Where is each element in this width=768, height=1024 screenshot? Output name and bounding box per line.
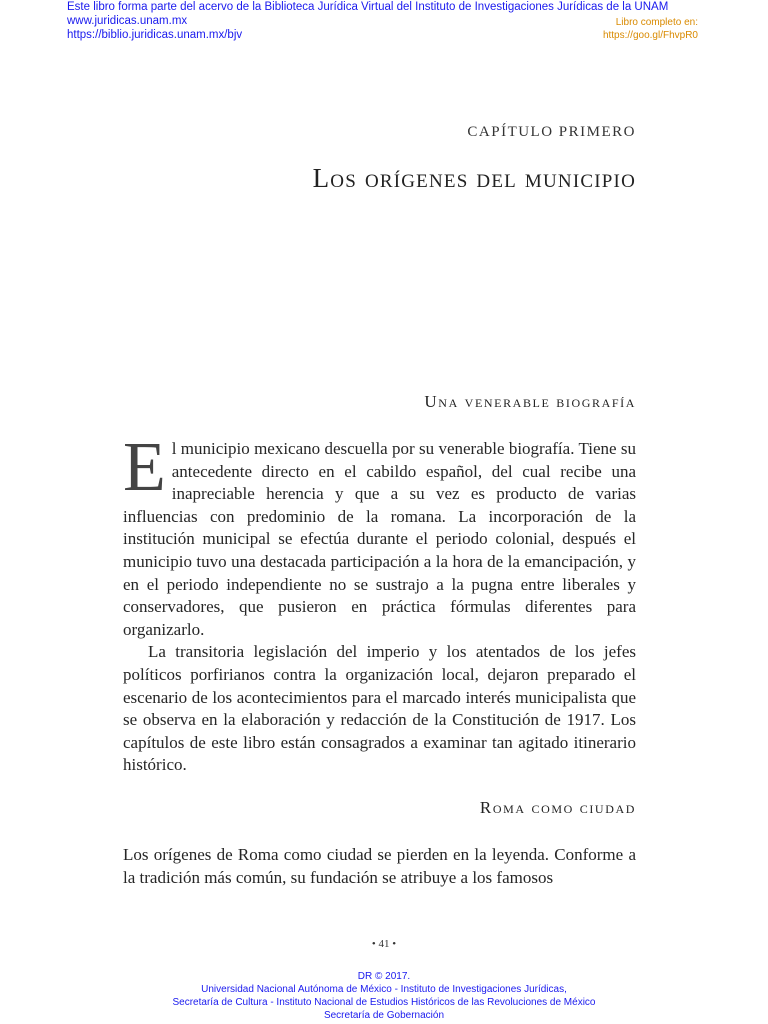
full-book-notice <box>603 16 698 42</box>
paragraph-text: l municipio mexicano descuella por su venerable biografía. Tiene su antecedente directo en el cabildo español, del cual recibe una inapreciable herencia y que a su vez es producto de varias influencias con predominio de la romana. La incorporación de la institución municipal se efectúa durante el periodo colonial, después el municipio tuvo una destacada participación a la hora de la emancipación, y en el periodo independiente no se sustrajo a la pugna entre liberales y conservadores, que pusieron en práctica fórmulas diferentes para organizarlo. <box>123 439 636 639</box>
full-book-link[interactable]: https://goo.gl/FhvpR0 <box>602 30 698 41</box>
section-title-biografia: Una venerable biografía <box>424 392 636 411</box>
header-link-bjv[interactable]: https://biblio.juridicas.unam.mx/bjv <box>67 29 243 41</box>
chapter-title: Los orígenes del municipio <box>312 163 636 193</box>
footer-line: DR © 2017. <box>357 971 411 982</box>
footer-line: Secretaría de Gobernación <box>323 1010 445 1021</box>
footer-line: Universidad Nacional Autónoma de México - Instituto de Investigaciones Jurídicas, <box>201 984 567 995</box>
chapter-label: CAPÍTULO PRIMERO <box>467 124 636 140</box>
footer-line: Secretaría de Cultura - Instituto Nacional de Estudios Históricos de las Revoluciones de México <box>172 997 596 1008</box>
paragraph <box>123 429 636 641</box>
section-title-roma: Roma como ciudad <box>479 798 636 817</box>
section-body-roma <box>123 844 636 889</box>
page-number: • 41 • <box>371 938 397 950</box>
library-header <box>67 0 668 42</box>
full-book-label: Libro completo en: <box>615 17 698 28</box>
paragraph: La transitoria legislación del imperio y los atentados de los jefes políticos porfirianos contra la organización local, dejaron preparado el escenario de los acontecimientos para el marcado interés municipalista que se observa en la elaboración y redacción de la Constitución de 1917. Los capítulos de este libro están consagrados a examinar tan agitado itinerario histórico. <box>123 642 636 775</box>
header-link-juridicas[interactable]: www.juridicas.unam.mx <box>67 15 188 27</box>
copyright-footer <box>0 970 768 1022</box>
paragraph: Los orígenes de Roma como ciudad se pierden en la leyenda. Conforme a la tradición más común, su fundación se atribuye a los famosos <box>123 845 636 887</box>
header-notice: Este libro forma parte del acervo de la Biblioteca Jurídica Virtual del Instituto de Investigaciones Jurídicas de la UNAM <box>67 1 669 13</box>
section-body-biografia <box>123 429 636 777</box>
drop-cap: E <box>123 429 166 506</box>
